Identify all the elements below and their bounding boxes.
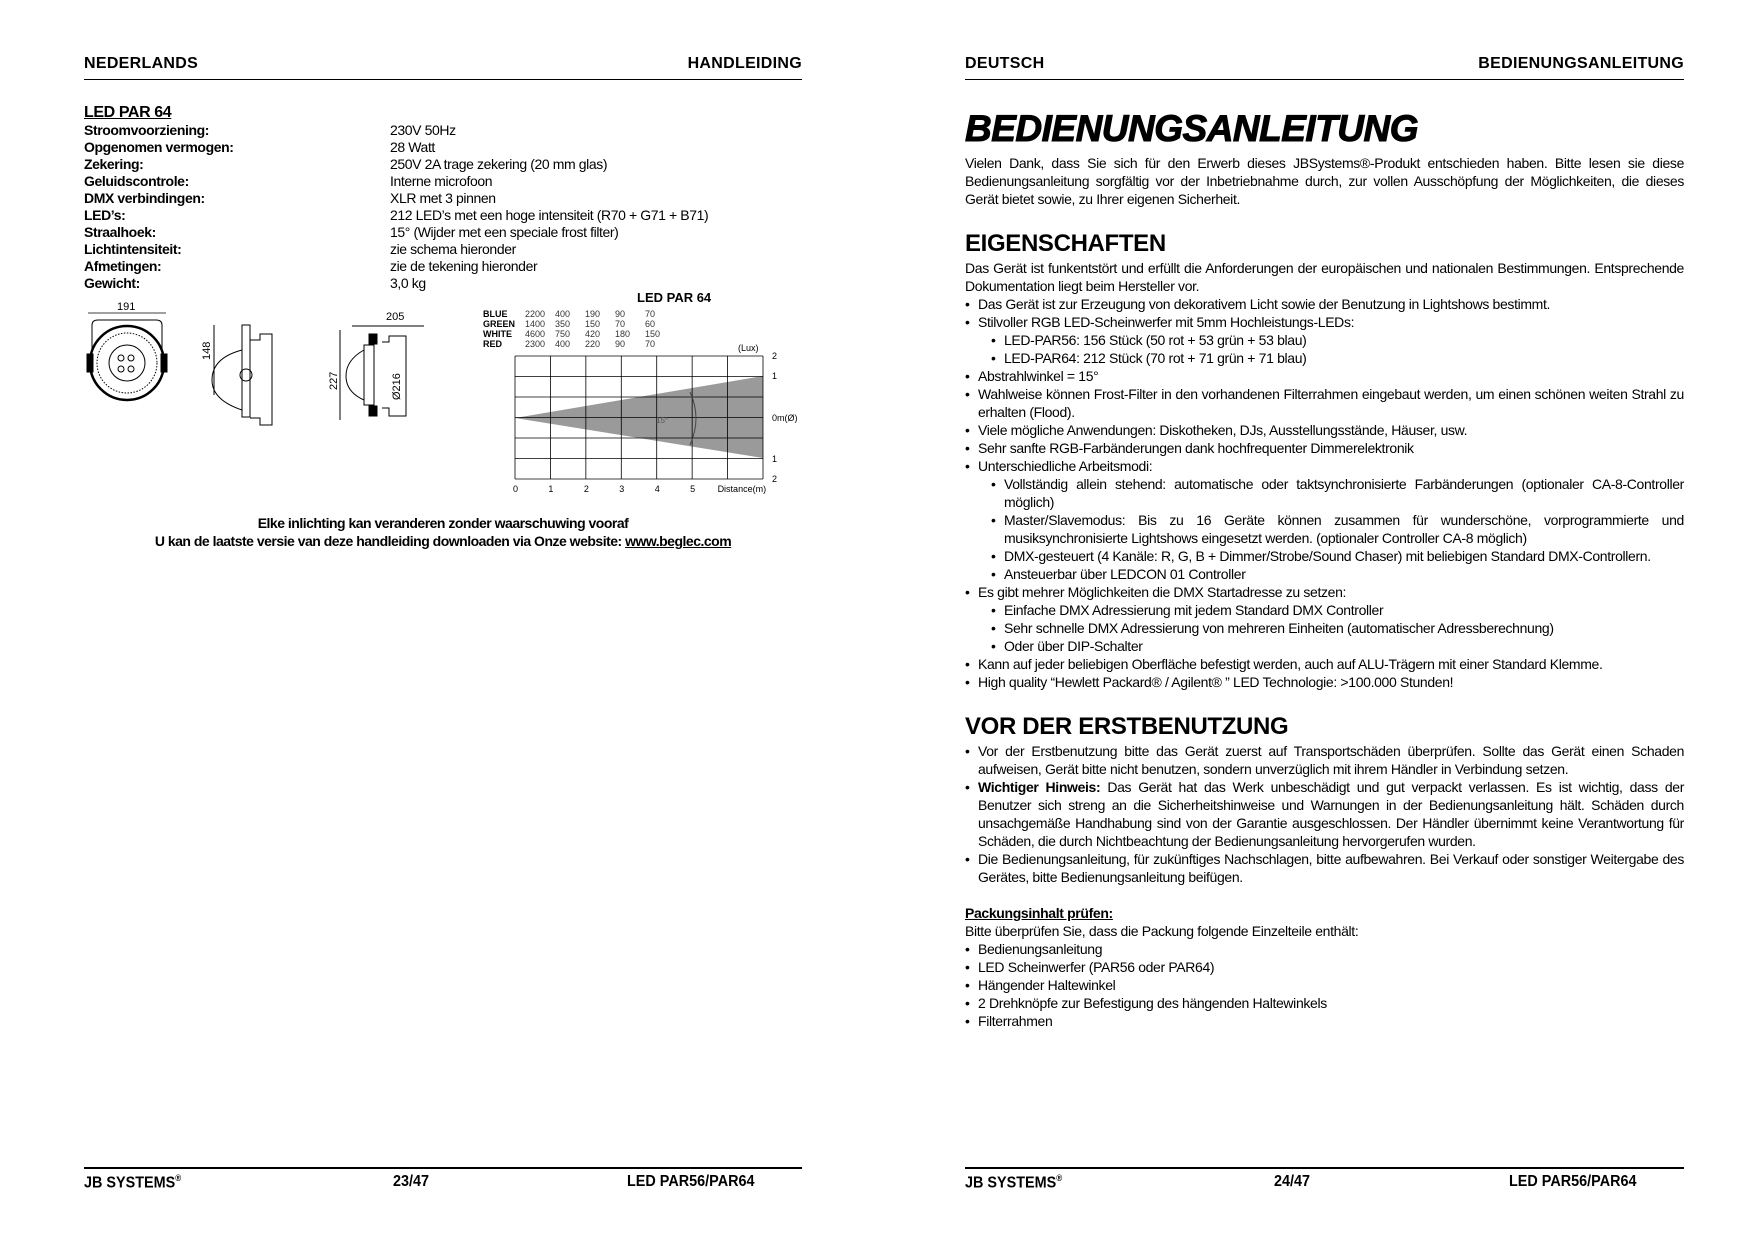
footer-divider xyxy=(965,1167,1684,1169)
spec-row xyxy=(84,139,708,156)
lux-value: 60 xyxy=(645,319,656,329)
intro-paragraph: Vielen Dank, dass Sie sich für den Erwerb dieses JBSystems®-Produkt entschieden haben. Bitte lesen sie diese Bedienungsanleitung sorgfältig vor der Inbetriebnahme durch, zur vollen Ausschöpfung der Möglichkeiten, die dieses Gerät bietet sowie, zu Ihrer eigenen Sicherheit. xyxy=(965,155,1684,207)
y-tick-label: 2 xyxy=(772,474,778,484)
right-header-language: DEUTSCH xyxy=(965,55,1045,72)
website-link[interactable]: www.beglec.com xyxy=(625,533,732,549)
spec-row xyxy=(84,258,708,275)
spec-label: Zekering: xyxy=(84,156,144,172)
list-item xyxy=(965,313,1684,367)
spec-row xyxy=(84,224,708,241)
list-item: • Filterrahmen xyxy=(965,1012,1684,1030)
footer-model: LED PAR56/PAR64 xyxy=(627,1173,755,1190)
list-item: • Die Bedienungsanleitung, für zukünftiges Nachschlagen, bitte aufbewahren. Bei Verkauf oder sonstiger Weitergabe des Gerätes, bitte Bedienungsanleitung beifügen. xyxy=(965,850,1684,886)
lux-row-label: GREEN xyxy=(483,319,516,329)
list-item: • 2 Drehknöpfe zur Befestigung des hängenden Haltewinkels xyxy=(965,994,1684,1012)
dim-diameter: Ø216 xyxy=(391,373,403,400)
spec-label: Straalhoek: xyxy=(84,224,156,240)
list-item xyxy=(965,778,1684,850)
lux-value: 150 xyxy=(585,319,601,329)
spec-row xyxy=(84,190,708,207)
list-item-text: Das Gerät hat das Werk unbeschädigt und gut verpackt verlassen. Es ist wichtig, dass der Benutzer sich streng an die Sicherheitshinweise und Warnungen in der Bedienungsanleitung hält. Schäden durch unsachgemäße Handhabung sind von der Garantie ausgeschlossen. Der Händler übernimmt keine Verantwortung für Schäden, die durch Nichtbeachtung der Bedienungsanleitung hervorgerufen wurden. xyxy=(978,779,1685,849)
lux-value: 70 xyxy=(645,309,656,319)
header-divider xyxy=(965,79,1684,80)
y-tick-label: 2 xyxy=(772,351,778,361)
spec-label: Opgenomen vermogen: xyxy=(84,139,234,155)
list-item: • Abstrahlwinkel = 15° xyxy=(965,367,1684,385)
spec-value: 230V 50Hz xyxy=(390,122,456,138)
spec-table xyxy=(84,104,708,292)
list-item: • Kann auf jeder beliebigen Oberfläche befestigt werden, auch auf ALU-Trägern mit einer Standard Klemme. xyxy=(965,655,1684,673)
beam-chart xyxy=(480,290,810,500)
features-list xyxy=(965,295,1684,691)
list-item: • Master/Slavemodus: Bis zu 16 Geräte können zusammen für wunderschöne, vorprogrammierte und musiksynchronisierte Lightshows eingesetzt werden. (optionaler Controller CA-8 möglich) xyxy=(991,511,1684,547)
list-item: • Bedienungsanleitung xyxy=(965,940,1684,958)
before-use-list xyxy=(965,742,1684,886)
lux-value: 400 xyxy=(555,309,571,319)
footer-brand-text: JB SYSTEMS xyxy=(84,1174,176,1192)
footer-model: LED PAR56/PAR64 xyxy=(1509,1173,1637,1190)
footer-brand xyxy=(965,1173,1062,1192)
lux-unit: (Lux) xyxy=(738,343,759,353)
list-item: • Das Gerät ist zur Erzeugung von dekorativem Licht sowie der Benutzung in Lightshows bestimmt. xyxy=(965,295,1684,313)
package-contents-list xyxy=(965,940,1684,1030)
spec-label: LED’s: xyxy=(84,207,126,223)
spec-row xyxy=(84,207,708,224)
lux-value: 400 xyxy=(555,339,571,349)
list-item: • LED-PAR64: 212 Stück (70 rot + 71 grün + 71 blau) xyxy=(991,349,1684,367)
page-title: BEDIENUNGSANLEITUNG xyxy=(965,108,1419,149)
spec-value: 250V 2A trage zekering (20 mm glas) xyxy=(390,156,608,172)
lux-value: 2200 xyxy=(525,309,546,319)
list-item: • Sehr sanfte RGB-Farbänderungen dank hochfrequenter Dimmerelektronik xyxy=(965,439,1684,457)
spec-row xyxy=(84,173,708,190)
lux-value: 220 xyxy=(585,339,601,349)
dim-front-width: 191 xyxy=(117,301,136,313)
spec-value: zie de tekening hieronder xyxy=(390,258,538,274)
list-item: • LED Scheinwerfer (PAR56 oder PAR64) xyxy=(965,958,1684,976)
lux-value: 150 xyxy=(645,329,661,339)
note-download xyxy=(84,532,802,550)
list-item-text: Unterschiedliche Arbeitsmodi: xyxy=(978,458,1153,474)
spec-label: Geluidscontrole: xyxy=(84,173,189,189)
spec-value: 28 Watt xyxy=(390,139,435,155)
x-tick-label: 4 xyxy=(654,484,660,494)
list-item-text: Stilvoller RGB LED-Scheinwerfer mit 5mm Hochleistungs-LEDs: xyxy=(978,314,1355,330)
beam-cone xyxy=(515,376,763,458)
lux-value: 70 xyxy=(615,319,626,329)
beam-angle-label: 15° xyxy=(656,416,669,425)
lux-value: 420 xyxy=(585,329,601,339)
beam-chart-title: LED PAR 64 xyxy=(637,290,712,305)
front-view-drawing xyxy=(87,301,167,400)
list-item xyxy=(965,457,1684,583)
footer-brand-text: JB SYSTEMS xyxy=(965,1174,1057,1192)
left-header-language: NEDERLANDS xyxy=(84,55,199,72)
spec-label: Stroomvoorziening: xyxy=(84,122,210,138)
lux-value: 90 xyxy=(615,339,626,349)
spec-value: XLR met 3 pinnen xyxy=(390,190,496,206)
x-tick-label: 0 xyxy=(513,484,519,494)
list-item: • Wahlweise können Frost-Filter in den vorhandenen Filterrahmen eingebaut werden, um einen schönen weiten Strahl zu erhalten (Flood). xyxy=(965,385,1684,421)
package-contents-heading: Packungsinhalt prüfen: xyxy=(965,905,1113,921)
lux-value: 1400 xyxy=(525,319,546,329)
header-divider xyxy=(84,79,802,80)
lux-row-label: RED xyxy=(483,339,503,349)
x-tick-label: 2 xyxy=(583,484,589,494)
lux-value: 70 xyxy=(645,339,656,349)
list-item xyxy=(965,583,1684,655)
note-download-text: U kan de laatste versie van deze handleiding downloaden via Onze website: xyxy=(154,533,626,549)
spec-value: Interne microfoon xyxy=(390,173,493,189)
registered-mark: ® xyxy=(175,1173,182,1183)
spec-row xyxy=(84,241,708,258)
disclaimer xyxy=(84,514,802,550)
spec-label: Lichtintensiteit: xyxy=(84,241,182,257)
list-item: • LED-PAR56: 156 Stück (50 rot + 53 grün + 53 blau) xyxy=(991,331,1684,349)
spec-row xyxy=(84,156,708,173)
x-tick-label: 1 xyxy=(548,484,554,494)
important-note-label: Wichtiger Hinweis: xyxy=(978,779,1101,795)
section-heading-features: EIGENSCHAFTEN xyxy=(965,230,1166,257)
y-tick-label: 1 xyxy=(772,454,778,464)
spec-label: Afmetingen: xyxy=(84,258,162,274)
lux-value: 750 xyxy=(555,329,571,339)
list-item: • Viele mögliche Anwendungen: Diskotheken, DJs, Ausstellungsstände, Häuser, usw. xyxy=(965,421,1684,439)
spec-row xyxy=(84,122,708,139)
y-tick-label: 0m(Ø) xyxy=(772,413,798,423)
footer-page-number: 24/47 xyxy=(1274,1173,1311,1190)
spec-value: zie schema hieronder xyxy=(390,241,516,257)
x-axis-label: Distance(m) xyxy=(717,484,767,494)
section-heading-before-use: VOR DER ERSTBENUTZUNG xyxy=(965,713,1289,740)
lux-value: 350 xyxy=(555,319,571,329)
list-item: • Einfache DMX Adressierung mit jedem Standard DMX Controller xyxy=(991,601,1684,619)
side-view-drawing xyxy=(201,325,272,425)
dim-side-height: 148 xyxy=(201,341,213,360)
list-item: • Vor der Erstbenutzung bitte das Gerät zuerst auf Transportschäden überprüfen. Sollte das Gerät einen Schaden aufweisen, Gerät bitte nicht benutzen, sondern unverzüglich mit ihrem Händler in Verbindung setzen. xyxy=(965,742,1684,778)
lux-value: 190 xyxy=(585,309,601,319)
list-item: • Vollständig allein stehend: automatische oder taktsynchronisierte Farbänderungen (optionaler CA-8-Controller möglich) xyxy=(991,475,1684,511)
dim-top-width: 205 xyxy=(386,311,405,323)
registered-mark: ® xyxy=(1056,1173,1063,1183)
top-view-drawing xyxy=(328,311,424,420)
list-item-text: Es gibt mehrer Möglichkeiten die DMX Startadresse zu setzen: xyxy=(978,584,1347,600)
spec-label: Gewicht: xyxy=(84,275,140,291)
list-item: • Hängender Haltewinkel xyxy=(965,976,1684,994)
footer-brand xyxy=(84,1173,181,1192)
right-header-title: BEDIENUNGSANLEITUNG xyxy=(1478,55,1684,72)
list-item: • Oder über DIP-Schalter xyxy=(991,637,1684,655)
spec-value: 3,0 kg xyxy=(390,275,426,291)
lux-value: 2300 xyxy=(525,339,546,349)
note-change: Elke inlichting kan veranderen zonder waarschuwing vooraf xyxy=(257,515,629,531)
footer-divider xyxy=(84,1167,802,1169)
features-intro: Das Gerät ist funkentstört und erfüllt die Anforderungen der europäischen und nationalen Bestimmungen. Entsprechende Dokumentation liegt beim Hersteller vor. xyxy=(965,260,1684,294)
x-tick-label: 5 xyxy=(690,484,696,494)
spec-value: 15° (Wijder met een speciale frost filter) xyxy=(390,224,619,240)
lux-row-label: BLUE xyxy=(483,309,508,319)
list-item: • Sehr schnelle DMX Adressierung von mehreren Einheiten (automatischer Adressberechnung) xyxy=(991,619,1684,637)
lux-value: 4600 xyxy=(525,329,546,339)
left-header-title: HANDLEIDING xyxy=(687,55,802,72)
y-tick-label: 1 xyxy=(772,371,778,381)
list-item: • DMX-gesteuert (4 Kanäle: R, G, B + Dimmer/Strobe/Sound Chaser) mit beliebigen Standard DMX-Controllern. xyxy=(991,547,1684,565)
x-tick-label: 3 xyxy=(619,484,625,494)
lux-value: 180 xyxy=(615,329,631,339)
dim-top-height: 227 xyxy=(328,371,340,390)
lux-value: 90 xyxy=(615,309,626,319)
list-item: • High quality “Hewlett Packard® / Agilent® ” LED Technologie: >100.000 Stunden! xyxy=(965,673,1684,691)
spec-title: LED PAR 64 xyxy=(84,104,172,121)
footer-page-number: 23/47 xyxy=(393,1173,430,1190)
lux-row-label: WHITE xyxy=(483,329,512,339)
german-manual-content xyxy=(965,108,1684,1030)
spec-label: DMX verbindingen: xyxy=(84,190,205,206)
package-contents-intro: Bitte überprüfen Sie, dass die Packung folgende Einzelteile enthält: xyxy=(965,923,1359,939)
list-item: • Ansteuerbar über LEDCON 01 Controller xyxy=(991,565,1684,583)
spec-value: 212 LED’s met een hoge intensiteit (R70 + G71 + B71) xyxy=(390,207,709,223)
